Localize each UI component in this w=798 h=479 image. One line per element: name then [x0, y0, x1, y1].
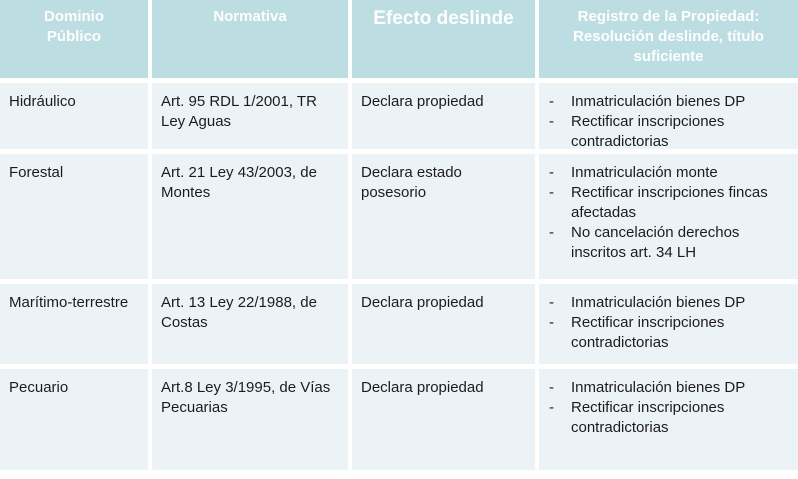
cell-dominio: Marítimo-terrestre	[0, 284, 148, 364]
cell-efecto: Declara propiedad	[352, 284, 535, 364]
bullet-text: Rectificar inscripciones contradictorias	[571, 399, 725, 436]
header-efecto-deslinde: Efecto deslinde	[352, 0, 535, 78]
cell-normativa: Art. 95 RDL 1/2001, TR Ley Aguas	[152, 83, 348, 149]
cell-dominio: Pecuario	[0, 369, 148, 470]
bullet-text: Inmatriculación bienes DP	[571, 379, 746, 396]
bullet-dash: -	[549, 314, 554, 331]
cell-registro	[539, 369, 798, 470]
bullet-text: Rectificar inscripciones contradictorias	[571, 113, 725, 150]
bullet-dash: -	[549, 379, 554, 396]
bullet-item	[549, 92, 792, 112]
bullet-dash: -	[549, 184, 554, 201]
bullet-item	[549, 293, 792, 313]
bullet-text: Rectificar inscripciones contradictorias	[571, 314, 725, 351]
bullet-text: No cancelación derechos inscritos art. 34 LH	[571, 224, 740, 261]
cell-normativa: Art. 21 Ley 43/2003, de Montes	[152, 154, 348, 279]
cell-dominio: Forestal	[0, 154, 148, 279]
bullet-dash: -	[549, 399, 554, 416]
bullet-text: Inmatriculación bienes DP	[571, 294, 746, 311]
bullet-text: Rectificar inscripciones fincas afectadas	[571, 184, 768, 221]
bullet-dash: -	[549, 113, 554, 130]
header-normativa: Normativa	[152, 0, 348, 78]
bullet-item	[549, 163, 792, 183]
bullet-dash: -	[549, 224, 554, 241]
bullet-item	[549, 223, 792, 263]
bullet-item	[549, 112, 792, 152]
bullet-text: Inmatriculación bienes DP	[571, 93, 746, 110]
header-dominio-publico: Dominio Público	[0, 0, 148, 78]
bullet-item	[549, 183, 792, 223]
cell-efecto: Declara propiedad	[352, 369, 535, 470]
bullet-dash: -	[549, 93, 554, 110]
cell-efecto: Declara estado posesorio	[352, 154, 535, 279]
header-registro-propiedad: Registro de la Propiedad: Resolución deslinde, título suficiente	[539, 0, 798, 78]
bullet-item	[549, 313, 792, 353]
cell-dominio: Hidráulico	[0, 83, 148, 149]
cell-efecto: Declara propiedad	[352, 83, 535, 149]
bullet-item	[549, 378, 792, 398]
cell-registro	[539, 154, 798, 279]
bullet-dash: -	[549, 164, 554, 181]
bullet-item	[549, 398, 792, 438]
cell-normativa: Art.8 Ley 3/1995, de Vías Pecuarias	[152, 369, 348, 470]
bullet-text: Inmatriculación monte	[571, 164, 718, 181]
cell-normativa: Art. 13 Ley 22/1988, de Costas	[152, 284, 348, 364]
bullet-dash: -	[549, 294, 554, 311]
cell-registro	[539, 83, 798, 149]
cell-registro	[539, 284, 798, 364]
